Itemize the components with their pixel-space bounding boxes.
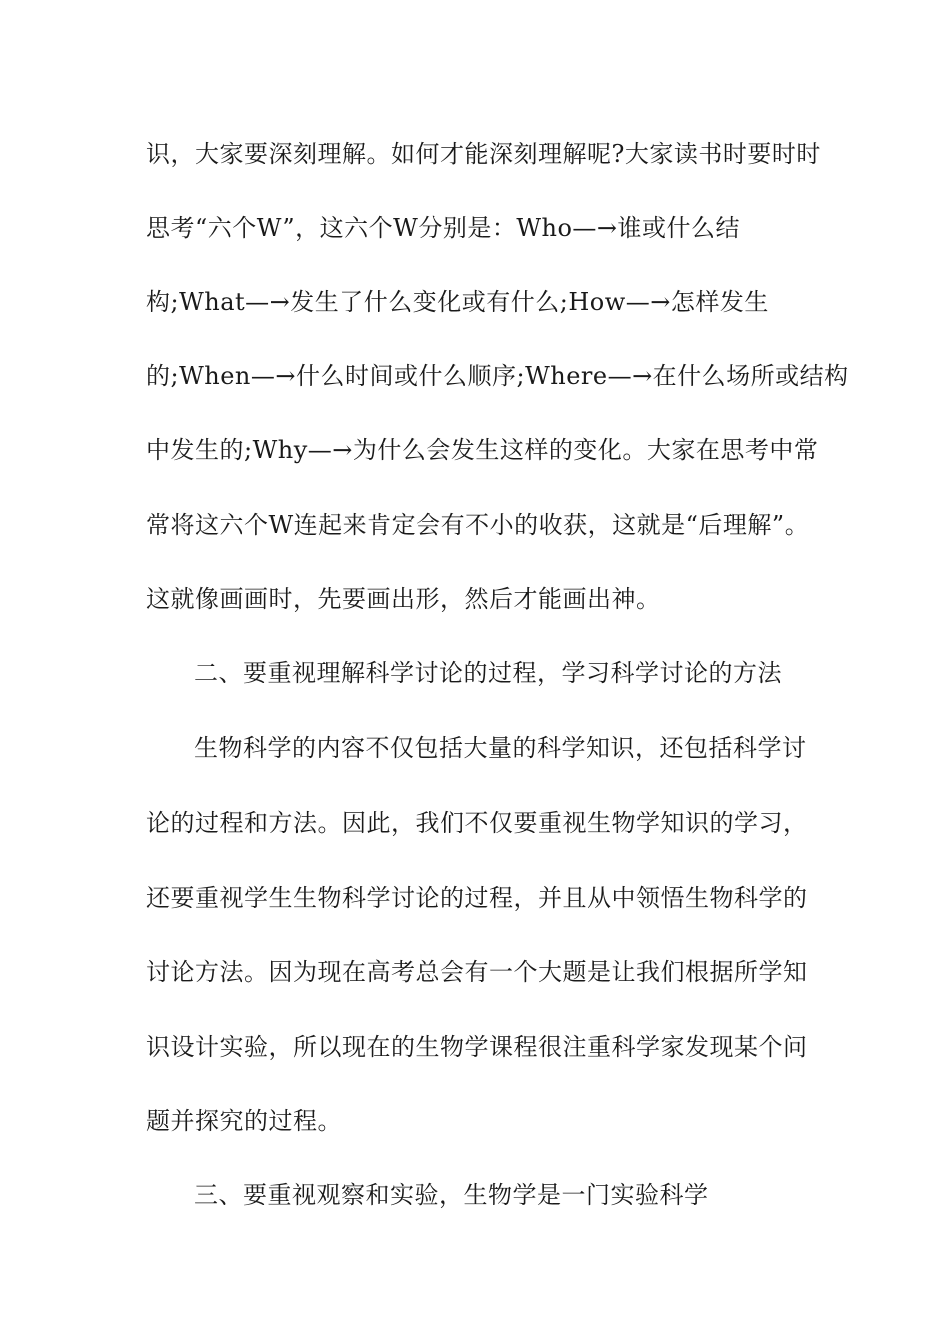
text-line: 构;What—→发生了什么变化或有什么;How—→怎样发生	[146, 288, 769, 316]
text-line: 题并探究的过程。	[146, 1107, 342, 1135]
text-line: 常将这六个W连起来肯定会有不小的收获，这就是“后理解”。	[146, 511, 810, 539]
text-line: 识设计实验，所以现在的生物学课程很注重科学家发现某个问	[146, 1033, 808, 1061]
text-line: 识，大家要深刻理解。如何才能深刻理解呢?大家读书时要时时	[146, 140, 821, 168]
paragraph-first-line: 生物科学的内容不仅包括大量的科学知识，还包括科学讨	[194, 734, 807, 762]
text-line: 中发生的;Why—→为什么会发生这样的变化。大家在思考中常	[146, 436, 819, 464]
section-heading: 三、要重视观察和实验，生物学是一门实验科学	[194, 1181, 709, 1209]
text-line: 还要重视学生生物科学讨论的过程，并且从中领悟生物科学的	[146, 884, 808, 912]
text-line: 论的过程和方法。因此，我们不仅要重视生物学知识的学习，	[146, 809, 808, 837]
text-line: 讨论方法。因为现在高考总会有一个大题是让我们根据所学知	[146, 958, 808, 986]
section-heading: 二、要重视理解科学讨论的过程，学习科学讨论的方法	[194, 659, 782, 687]
text-line: 的;When—→什么时间或什么顺序;Where—→在什么场所或结构	[146, 362, 849, 390]
text-line: 这就像画画时，先要画出形，然后才能画出神。	[146, 585, 661, 613]
text-line: 思考“六个W”，这六个W分别是：Who—→谁或什么结	[146, 214, 741, 242]
